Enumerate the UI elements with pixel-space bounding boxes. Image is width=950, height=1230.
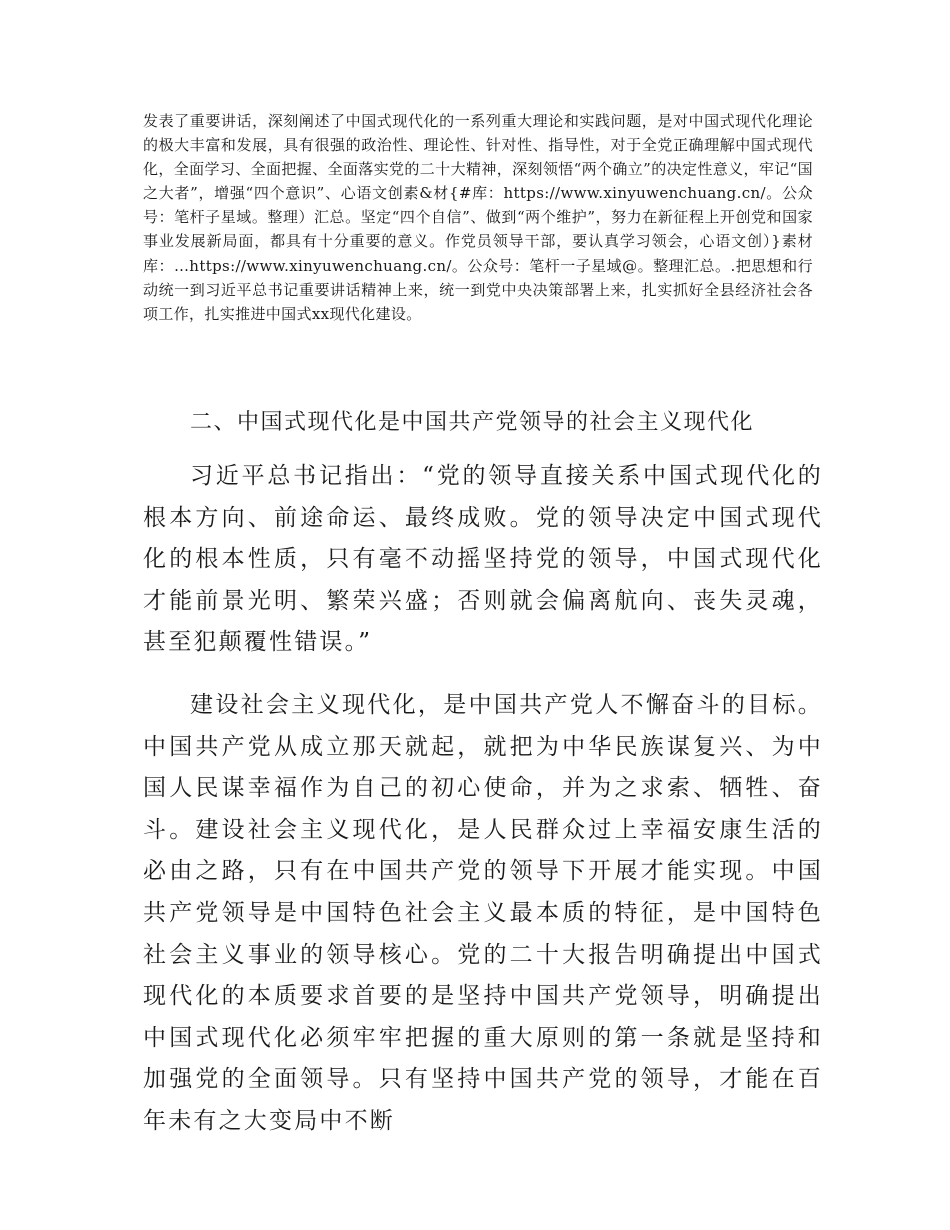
section-heading: 二、中国式现代化是中国共产党领导的社会主义现代化 [190, 410, 755, 435]
intro-paragraph: 发表了重要讲话，深刻阐述了中国式现代化的一系列重大理论和实践问题，是对中国式现代化理论的极大丰富和发展，具有很强的政治性、理论性、针对性、指导性，对于全党正确理解中国式现代化，全面学习、全面把握、全面落实党的二十大精神，深刻领悟“两个确立”的决定性意义，牢记“国之大者”，增强“四个意识”、心语文创素&材{#库：https://www.xinyuwenchuang.cn/。公众号：笔杆子星域。整理）汇总。坚定“四个自信”、做到“两个维护”，努力在新征程上开创党和国家事业发展新局面，都具有十分重要的意义。作党员领导干部，要认真学习领会，心语文创）}素材库：…https://www.xinyuwenchuang.cn/。公众号：笔杆一子星域@。整理汇总。.把思想和行动统一到习近平总书记重要讲话精神上来，统一到党中央决策部署上来，扎实抓好全县经济社会各项工作，扎实推进中国式xx现代化建设。 [143, 112, 813, 323]
main-paragraph: 建设社会主义现代化，是中国共产党人不懈奋斗的目标。中国共产党从成立那天就起，就把为中华民族谋复兴、为中国人民谋幸福作为自己的初心使命，并为之求索、牺牲、奋斗。建设社会主义现代化，是人民群众过上幸福安康生活的必由之路，只有在中国共产党的领导下开展才能实现。中国共产党领导是中国特色社会主义最本质的特征，是中国特色社会主义事业的领导核心。党的二十大报告明确提出中国式现代化的本质要求首要的是坚持中国共产党领导，明确提出中国式现代化必须牢牢把握的重大原则的第一条就是坚持和加强党的全面领导。只有坚持中国共产党的领导，才能在百年未有之大变局中不断 [143, 692, 823, 1134]
quote-paragraph: 习近平总书记指出：“党的领导直接关系中国式现代化的根本方向、前途命运、最终成败。党的领导决定中国式现代化的根本性质，只有毫不动摇坚持党的领导，中国式现代化才能前景光明、繁荣兴盛；否则就会偏离航向、丧失灵魂，甚至犯颠覆性错误。” [143, 463, 823, 656]
